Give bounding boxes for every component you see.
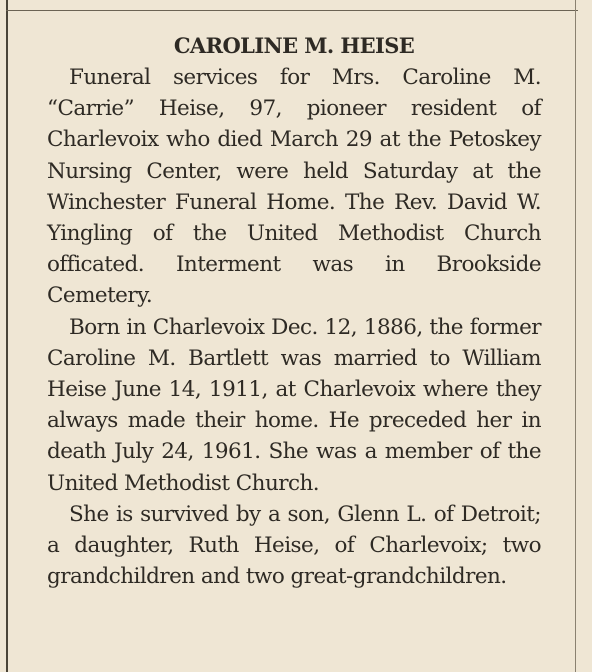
paragraph-survivors: She is survived by a son, Glenn L. of Detroit; a daughter, Ruth Heise, of Charlevoix; two grandchildren and two great-grandchildren. [47, 501, 541, 590]
paragraph-biography: Born in Charlevoix Dec. 12, 1886, the former Caroline M. Bartlett was married to William Heise June 14, 1911, at Charlevoix where they always made their home. He preceded her in death July 24, 1961. She was a member of the United Methodist Church. [47, 314, 541, 496]
column-rule-left [6, 0, 8, 672]
obituary-article [47, 30, 541, 592]
column-rule-top [6, 10, 578, 11]
paragraph-funeral-services: Funeral services for Mrs. Caroline M. “Carrie” Heise, 97, pioneer resident of Charlevoix who died March 29 at the Petoskey Nursing Center, were held Saturday at the Winchester Funeral Home. The Rev. David W. Yingling of the United Methodist Church officated. Interment was in Brookside Cemetery. [47, 65, 541, 309]
obituary-headline: CAROLINE M. HEISE [173, 33, 415, 58]
column-rule-right [575, 0, 576, 672]
